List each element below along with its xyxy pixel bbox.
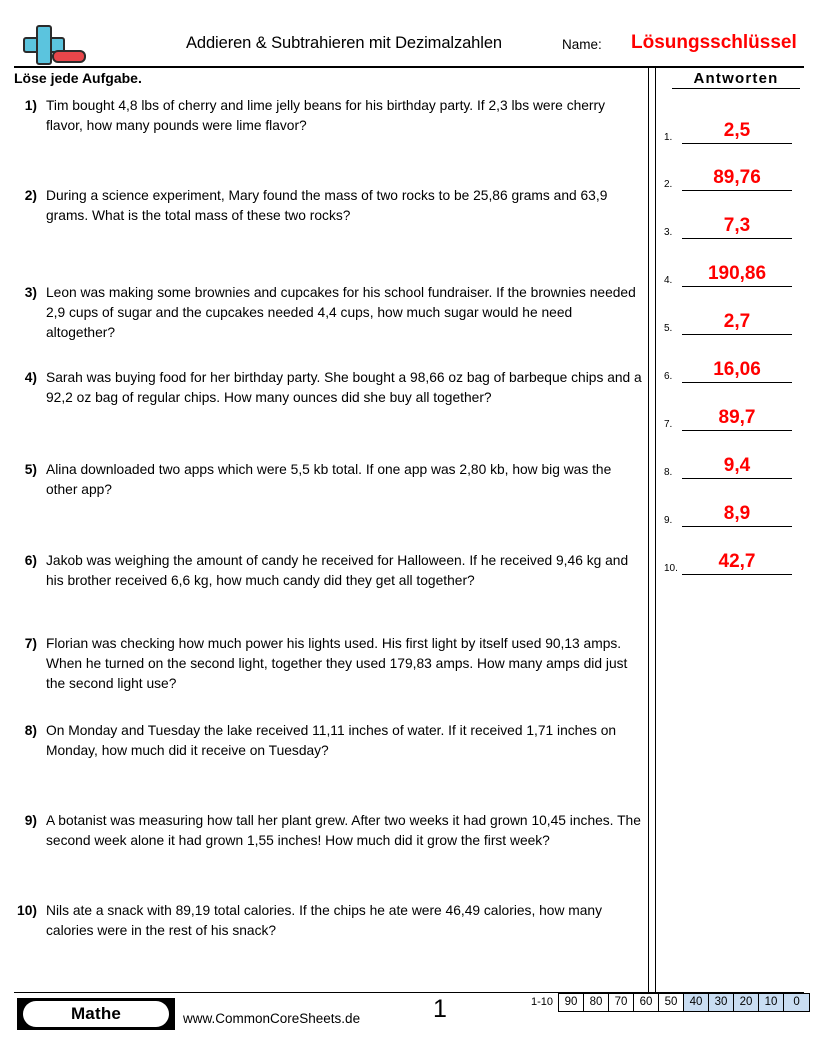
score-cell: 20 <box>734 994 759 1011</box>
answer-row <box>664 293 804 335</box>
answer-index: 4. <box>664 275 673 286</box>
question-item <box>14 811 642 851</box>
answer-value: 2,7 <box>723 311 751 332</box>
answer-index: 2. <box>664 179 673 190</box>
score-cell: 50 <box>659 994 684 1011</box>
question-number: 1) <box>24 98 37 113</box>
answer-index: 7. <box>664 419 673 430</box>
answer-index: 9. <box>664 515 673 526</box>
question-item <box>14 186 642 226</box>
divider-line-left <box>648 68 649 993</box>
question-text: Nils ate a snack with 89,19 total calories. If the chips he ate were 46,49 calories, how many calories were in the rest of his snack? <box>46 903 602 938</box>
answer-index: 8. <box>664 467 673 478</box>
question-number: 5) <box>24 462 37 477</box>
answer-value: 7,3 <box>723 215 751 236</box>
question-number: 6) <box>24 553 37 568</box>
answer-row <box>664 485 804 527</box>
score-cell: 30 <box>709 994 734 1011</box>
question-text: Alina downloaded two apps which were 5,5 kb total. If one app was 2,80 kb, how big was the other app? <box>46 462 612 497</box>
answer-index: 6. <box>664 371 673 382</box>
score-scale-cells <box>558 993 810 1012</box>
answer-value: 89,7 <box>718 407 756 428</box>
answer-row <box>664 341 804 383</box>
answer-row <box>664 437 804 479</box>
score-cell: 90 <box>559 994 584 1011</box>
answer-index: 3. <box>664 227 673 238</box>
question-item <box>14 901 642 941</box>
page-number: 1 <box>433 995 447 1023</box>
question-number: 4) <box>24 370 37 385</box>
answer-value: 16,06 <box>713 359 761 380</box>
answer-value: 89,76 <box>713 167 761 188</box>
plus-minus-logo-icon <box>14 24 86 68</box>
question-text: Leon was making some brownies and cupcakes for his school fundraiser. If the brownies needed 2,9 cups of sugar and the cupcakes needed 4,4 cups, how much sugar would he need altogether? <box>46 285 636 340</box>
answer-value: 190,86 <box>707 263 767 284</box>
subject-badge-label: Mathe <box>23 1001 169 1027</box>
answer-row <box>664 533 804 575</box>
score-cell: 60 <box>634 994 659 1011</box>
page-header <box>14 24 804 68</box>
question-item <box>14 283 642 343</box>
answer-row <box>664 197 804 239</box>
question-text: Tim bought 4,8 lbs of cherry and lime jelly beans for his birthday party. If 2,3 lbs were cherry flavor, how many pounds were lime flavor? <box>46 98 606 133</box>
score-cell: 0 <box>784 994 809 1011</box>
answer-value: 2,5 <box>723 120 751 141</box>
score-scale <box>531 993 810 1012</box>
question-text: During a science experiment, Mary found the mass of two rocks to be 25,86 grams and 63,9 grams. What is the total mass of these two rocks? <box>46 188 608 223</box>
question-text: Florian was checking how much power his lights used. His first light by itself used 90,13 amps. When he turned on the second light, together they used 179,83 amps. How many amps did just the second light use? <box>46 636 628 691</box>
minus-bar <box>52 50 86 63</box>
page-title: Addieren & Subtrahieren mit Dezimalzahlen <box>186 34 502 52</box>
answer-row <box>664 245 804 287</box>
column-divider <box>648 68 658 993</box>
score-cell: 80 <box>584 994 609 1011</box>
question-text: Sarah was buying food for her birthday party. She bought a 98,66 oz bag of barbeque chips and a 92,2 oz bag of regular chips. How many ounces did she buy all together? <box>46 370 642 405</box>
instructions-text: Löse jede Aufgabe. <box>14 70 142 86</box>
answer-value: 42,7 <box>718 551 756 572</box>
answer-index: 10. <box>664 563 678 574</box>
answer-row <box>664 102 804 144</box>
question-text: A botanist was measuring how tall her plant grew. After two weeks it had grown 10,45 inches. The second week alone it had grown 1,55 inches! How much did it grow the first week? <box>46 813 641 848</box>
question-item <box>14 551 642 591</box>
website-url: www.CommonCoreSheets.de <box>183 1011 361 1026</box>
question-number: 3) <box>24 285 37 300</box>
score-cell: 40 <box>684 994 709 1011</box>
question-item <box>14 96 642 136</box>
answer-key-label: Lösungsschlüssel <box>631 32 797 53</box>
answer-value: 9,4 <box>723 455 751 476</box>
answer-index: 5. <box>664 323 673 334</box>
answers-heading: Antworten <box>672 70 800 89</box>
score-cell: 10 <box>759 994 784 1011</box>
answer-index: 1. <box>664 132 673 143</box>
plus-center-fill <box>38 39 50 51</box>
question-item <box>14 721 642 761</box>
answer-row <box>664 149 804 191</box>
question-text: Jakob was weighing the amount of candy he received for Halloween. If he received 9,46 kg and his brother received 6,6 kg, how much candy did they get all together? <box>46 553 629 588</box>
question-text: On Monday and Tuesday the lake received 11,11 inches of water. If it received 1,71 inches on Monday, how much did it receive on Tuesday? <box>46 723 617 758</box>
score-cell: 70 <box>609 994 634 1011</box>
question-number: 10) <box>17 903 37 918</box>
score-scale-range-label: 1-10 <box>531 996 554 1008</box>
answer-value: 8,9 <box>723 503 751 524</box>
question-item <box>14 368 642 408</box>
answer-row <box>664 389 804 431</box>
question-item <box>14 634 642 694</box>
question-number: 2) <box>24 188 37 203</box>
question-item <box>14 460 642 500</box>
header-divider-rule <box>14 66 804 68</box>
subject-badge <box>17 998 175 1030</box>
name-label: Name: <box>562 37 602 52</box>
question-number: 8) <box>24 723 37 738</box>
question-number: 9) <box>24 813 37 828</box>
question-number: 7) <box>24 636 37 651</box>
divider-line-right <box>655 68 656 993</box>
